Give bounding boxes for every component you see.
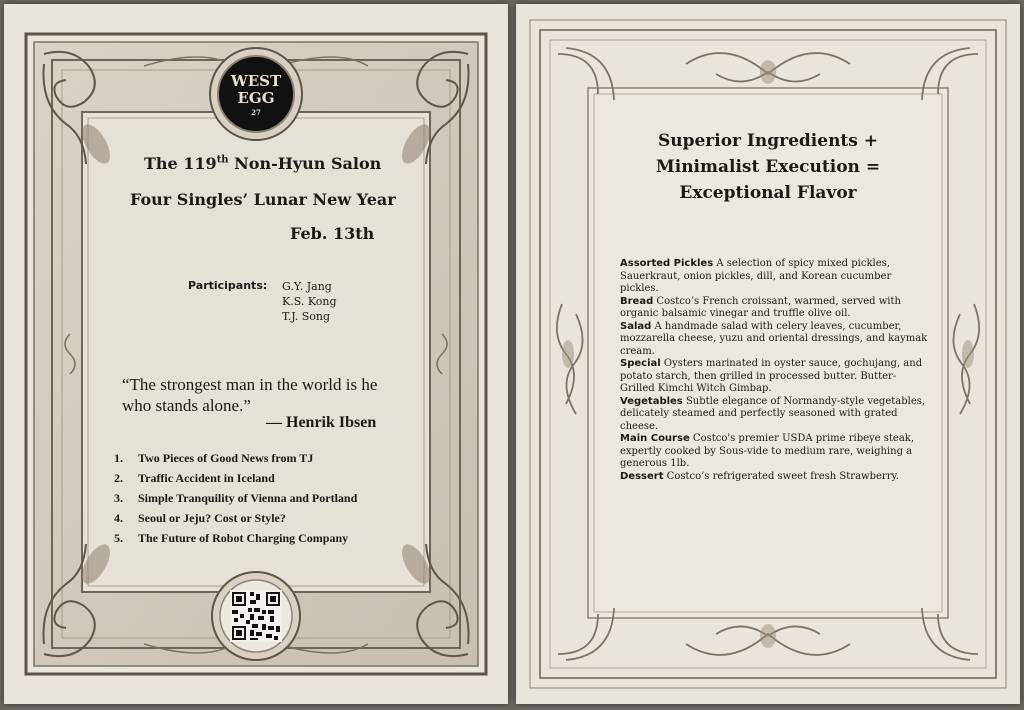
agenda-item: 2. Traffic Accident in Iceland [114,471,275,485]
menu-list [620,258,930,483]
salon-edition-suffix: th [216,154,229,166]
qr-code-icon[interactable] [230,590,282,642]
agenda-item: 1. Two Pieces of Good News from TJ [114,451,314,465]
menu-title [608,128,928,206]
agenda-item: 4. Seoul or Jeju? Cost or Style? [114,511,286,525]
menu-item-dessert: Dessert Costco’s refrigerated sweet fresh Strawberry. [620,470,899,482]
menu-item-main-course: Main Course Costco's premier USDA prime ribeye steak, expertly cooked by Sous-vide to medium rare, weighing a generous 1lb. [620,433,915,469]
svg-text:27: 27 [251,108,261,117]
menu-title-line-2: Minimalist Execution = [655,157,881,177]
menu-item-special: Special Oysters marinated in oyster sauce, gochujang, and potato starch, then grilled in processed butter. Butter-Grilled Kimchi Witch Gimbap. [620,358,923,394]
menu-item-vegetables: Vegetables Subtle elegance of Normandy-style vegetables, delicately steamed and perfectly seasoned with grated cheese. [620,395,926,432]
quote-line-2: who stands alone.” [122,396,251,415]
salon-name: Non-Hyun Salon [234,154,382,173]
dinner-menu-card [516,4,1020,704]
svg-text:EGG: EGG [237,89,275,107]
agenda-list [114,448,357,548]
west-egg-logo [218,56,294,132]
agenda-item: 5. The Future of Robot Charging Company [114,531,349,545]
participant-3: T.J. Song [282,310,331,323]
menu-title-line-3: Exceptional Flavor [679,183,857,203]
participant-2: K.S. Kong [282,295,337,308]
salon-title [144,154,381,173]
participants-list [282,279,337,324]
quote-author: — Henrik Ibsen [266,414,377,431]
svg-text:WEST: WEST [230,72,282,90]
menu-item-bread: Bread Costco’s French croissant, warmed, served with organic balsamic vinegar and truffle olive oil. [620,295,901,319]
participant-1: G.Y. Jang [282,280,332,293]
event-subtitle: Four Singles’ Lunar New Year [130,190,396,209]
menu-item-assorted-pickles: Assorted Pickles A selection of spicy mixed pickles, Sauerkraut, onion pickles, dill, and Korean cucumber pickles. [620,258,892,294]
menu-title-line-1: Superior Ingredients + [657,131,879,151]
event-date: Feb. 13th [290,224,375,243]
ibsen-quote [122,374,412,416]
participants-label: Participants: [188,279,268,292]
salon-invitation-card [4,4,508,704]
quote-line-1: “The strongest man in the world is he [122,375,378,394]
agenda-item: 3. Simple Tranquility of Vienna and Portland [114,491,358,505]
menu-item-salad: Salad A handmade salad with celery leaves, cucumber, mozzarella cheese, yuzu and oriental dressings, and kaymak cream. [620,320,928,357]
salon-edition: The 119 [144,154,217,173]
